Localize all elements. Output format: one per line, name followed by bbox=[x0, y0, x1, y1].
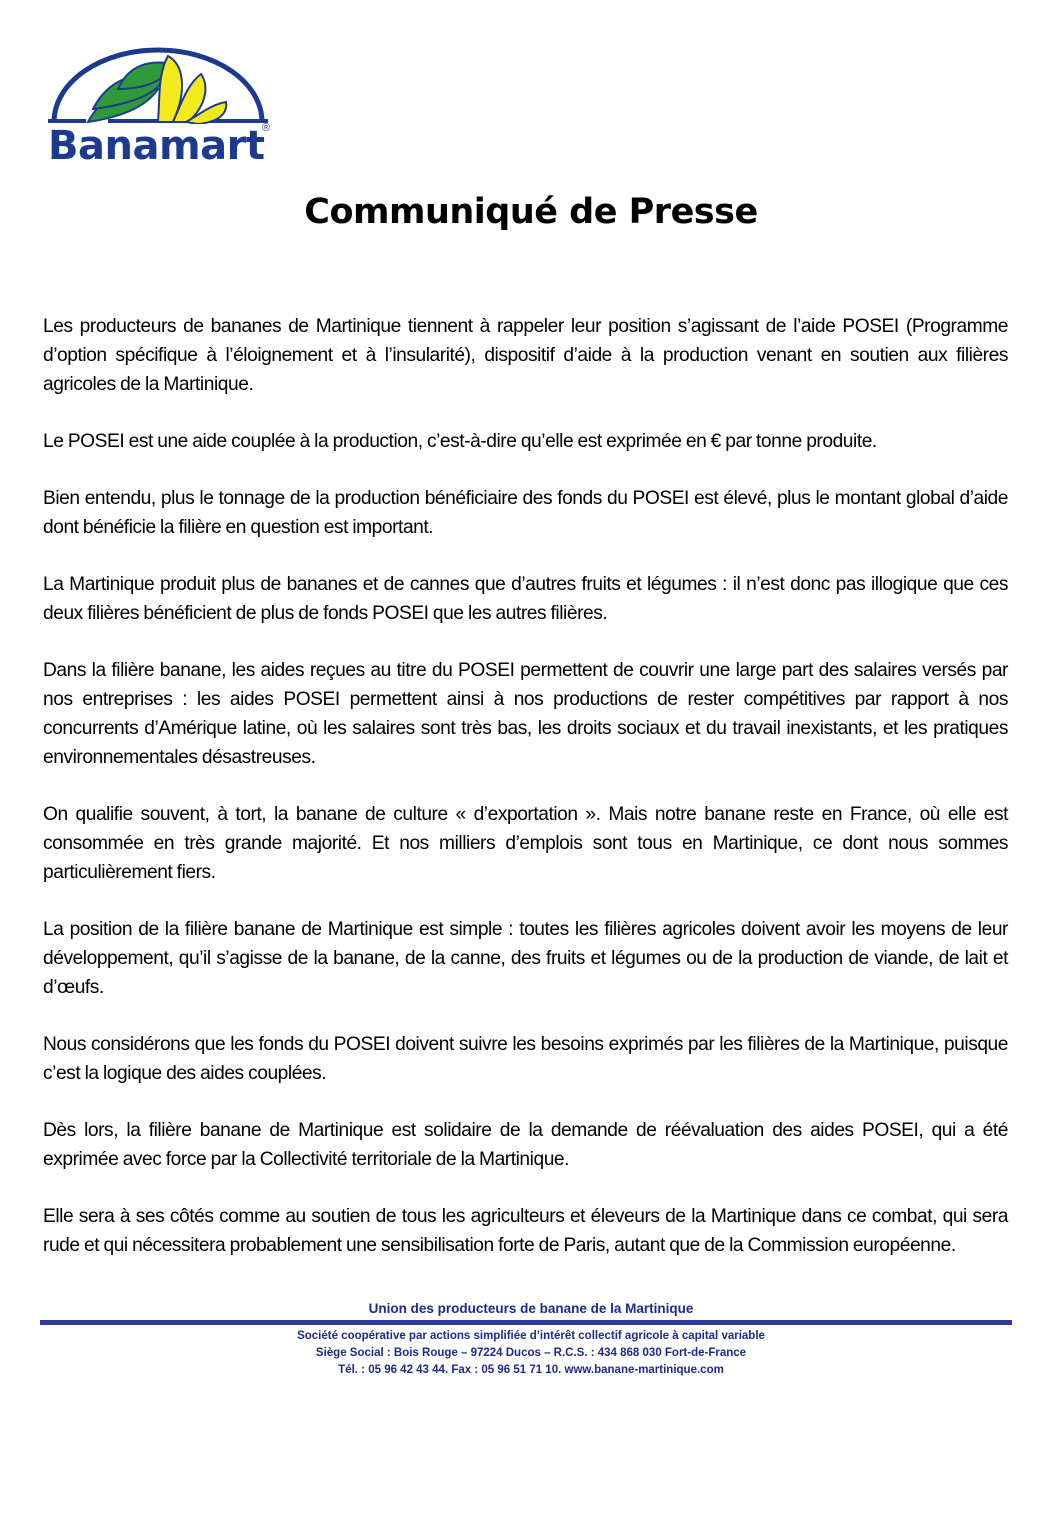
footer-contact-line: Tél. : 05 96 42 43 44. Fax : 05 96 51 71 10. www.banane-martinique.com bbox=[338, 1364, 724, 1376]
footer-details bbox=[0, 1328, 1062, 1379]
paragraph: La position de la filière banane de Martinique est simple : toutes les filières agricoles doivent avoir les moyens de leur développement, qu’il s’agisse de la banane, de la canne, des fruits et légumes ou de la production de viande, de lait et d’œufs. bbox=[43, 919, 1008, 998]
footer-organization: Union des producteurs de banane de la Martinique bbox=[368, 1301, 694, 1316]
paragraph: Nous considérons que les fonds du POSEI doivent suivre les besoins exprimés par les filières de la Martinique, puisque c’est la logique des aides couplées. bbox=[43, 1034, 1008, 1084]
document-body bbox=[43, 312, 1008, 1260]
footer-legal-line: Société coopérative par actions simplifiée d’intérêt collectif agricole à capital variable bbox=[297, 1330, 765, 1342]
registered-mark: ® bbox=[262, 122, 271, 134]
page-footer bbox=[0, 1300, 1062, 1389]
paragraph: Dès lors, la filière banane de Martinique est solidaire de la demande de réévaluation des aides POSEI, qui a été exprimée avec force par la Collectivité territoriale de la Martinique. bbox=[43, 1120, 1008, 1170]
paragraph: Elle sera à ses côtés comme au soutien de tous les agriculteurs et éleveurs de la Martinique dans ce combat, qui sera rude et qui nécessitera probablement une sensibilisation forte de Paris, autant que de la Commission européenne. bbox=[43, 1206, 1008, 1256]
page-title: Communiqué de Presse bbox=[304, 192, 758, 232]
paragraph: Le POSEI est une aide couplée à la production, c’est-à-dire qu’elle est exprimée en € par tonne produite. bbox=[43, 431, 877, 452]
paragraph: On qualifie souvent, à tort, la banane de culture « d’exportation ». Mais notre banane reste en France, où elle est consommée en très grande majorité. Et nos milliers d’emplois sont tous en Martinique, ce dont nous sommes particulièrement fiers. bbox=[43, 804, 1008, 883]
paragraph: Les producteurs de bananes de Martinique tiennent à rappeler leur position s’agissant de l’aide POSEI (Programme d’option spécifique à l’éloignement et à l’insularité), dispositif d’aide à la production venant en soutien aux filières agricoles de la Martinique. bbox=[43, 316, 1008, 395]
footer-divider bbox=[40, 1320, 1012, 1325]
paragraph: La Martinique produit plus de bananes et de cannes que d’autres fruits et légumes : il n’est donc pas illogique que ces deux filières bénéficient de plus de fonds POSEI que les autres filières. bbox=[43, 574, 1008, 624]
logo-wordmark: Banamart bbox=[48, 123, 265, 169]
paragraph: Dans la filière banane, les aides reçues au titre du POSEI permettent de couvrir une large part des salaires versés par nos entreprises : les aides POSEI permettent ainsi à nos productions de rester compétitives par rapport à nos concurrents d’Amérique latine, où les salaires sont très bas, les droits sociaux et du travail inexistants, et les pratiques environnementales désastreuses. bbox=[43, 660, 1008, 768]
footer-address-line: Siège Social : Bois Rouge – 97224 Ducos – R.C.S. : 434 868 030 Fort-de-France bbox=[315, 1347, 747, 1359]
paragraph: Bien entendu, plus le tonnage de la production bénéficiaire des fonds du POSEI est élevé, plus le montant global d’aide dont bénéficie la filière en question est important. bbox=[43, 488, 1008, 538]
